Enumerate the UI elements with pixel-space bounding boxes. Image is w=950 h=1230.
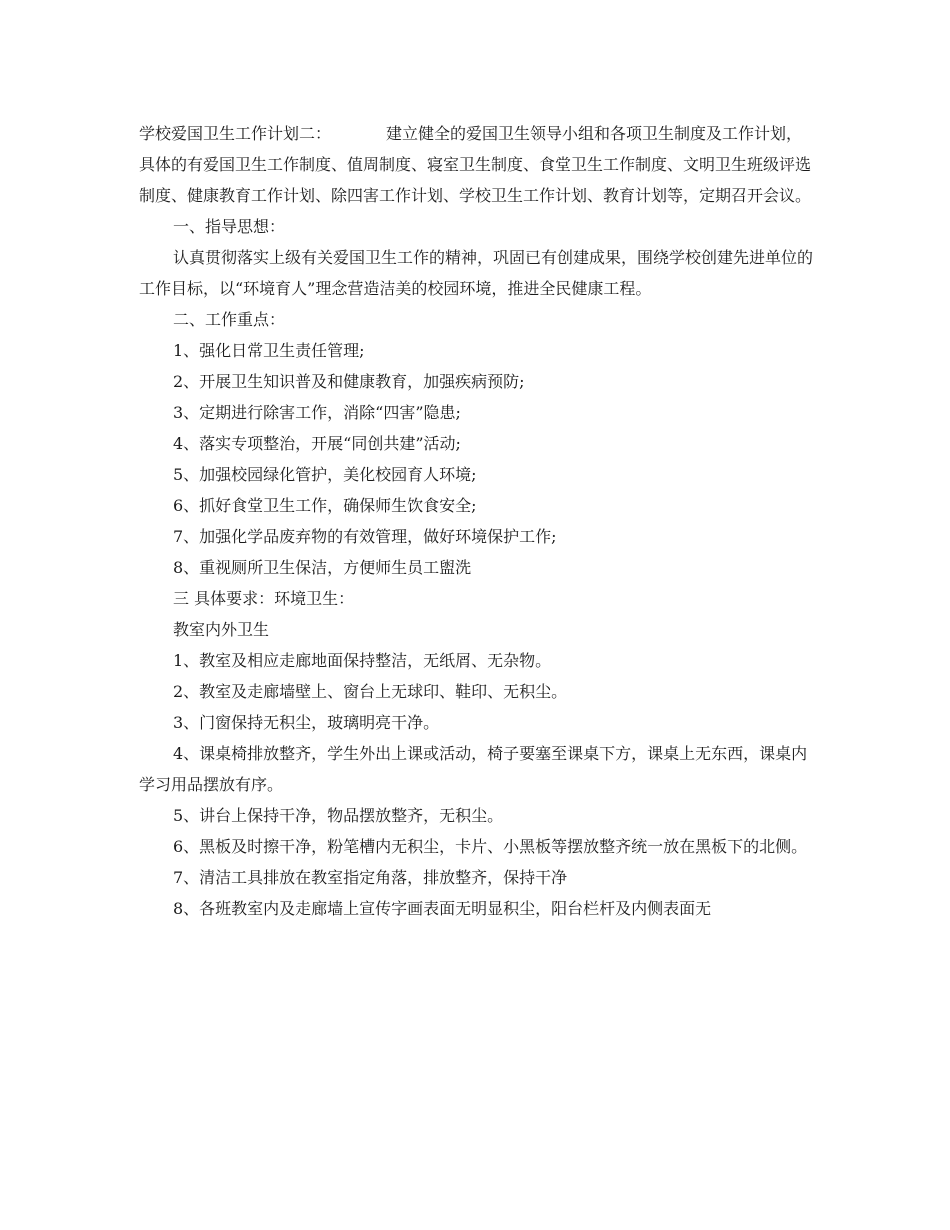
list-item: 1、强化日常卫生责任管理; xyxy=(173,341,365,360)
list-item: 6、黑板及时擦干净，粉笔槽内无积尘，卡片、小黑板等摆放整齐统一放在黑板下的北侧。 xyxy=(173,837,808,856)
list-item: 3、定期进行除害工作，消除“四害”隐患; xyxy=(173,403,461,422)
list-item: 5、讲台上保持干净，物品摆放整齐，无积尘。 xyxy=(173,806,504,825)
intro-paragraph xyxy=(139,118,814,211)
paragraph-guiding-ideology: 认真贯彻落实上级有关爱国卫生工作的精神，巩固已有创建成果，围绕学校创建先进单位的工作目标，以“环境育人”理念营造洁美的校园环境，推进全民健康工程。 xyxy=(139,248,814,298)
list-item: 2、开展卫生知识普及和健康教育，加强疾病预防; xyxy=(173,372,525,391)
heading-work-focus: 二、工作重点： xyxy=(173,310,286,329)
list-item: 1、教室及相应走廊地面保持整洁，无纸屑、无杂物。 xyxy=(173,651,552,670)
list-item: 7、加强化学品废弃物的有效管理，做好环境保护工作; xyxy=(173,527,557,546)
document-page xyxy=(139,118,814,924)
list-item: 4、落实专项整治，开展“同创共建”活动; xyxy=(173,434,461,453)
heading-requirements: 三 具体要求：环境卫生： xyxy=(173,589,355,608)
list-item: 7、清洁工具排放在教室指定角落，排放整齐，保持干净 xyxy=(173,868,568,887)
list-item: 5、加强校园绿化管护，美化校园育人环境; xyxy=(173,465,477,484)
list-item: 8、各班教室内及走廊墙上宣传字画表面无明显积尘，阳台栏杆及内侧表面无 xyxy=(173,899,712,918)
subheading-classroom: 教室内外卫生 xyxy=(173,620,270,639)
intro-body: 建立健全的爱国卫生领导小组和各项卫生制度及工作计划，具体的有爱国卫生工作制度、值周制度、寝室卫生制度、食堂卫生工作制度、文明卫生班级评选制度、健康教育工作计划、除四害工作计划、学校卫生工作计划、教育计划等，定期召开会议。 xyxy=(139,124,812,205)
heading-guiding-ideology: 一、指导思想： xyxy=(173,217,286,236)
list-item: 2、教室及走廊墙壁上、窗台上无球印、鞋印、无积尘。 xyxy=(173,682,568,701)
list-item: 8、重视厕所卫生保洁，方便师生员工盥洗 xyxy=(173,558,472,577)
intro-title: 学校爱国卫生工作计划二： xyxy=(139,124,332,143)
list-item: 6、抓好食堂卫生工作，确保师生饮食安全; xyxy=(173,496,477,515)
list-item: 3、门窗保持无积尘，玻璃明亮干净。 xyxy=(173,713,440,732)
list-item: 4、课桌椅排放整齐，学生外出上课或活动，椅子要塞至课桌下方，课桌上无东西，课桌内学习用品摆放有序。 xyxy=(139,744,808,794)
